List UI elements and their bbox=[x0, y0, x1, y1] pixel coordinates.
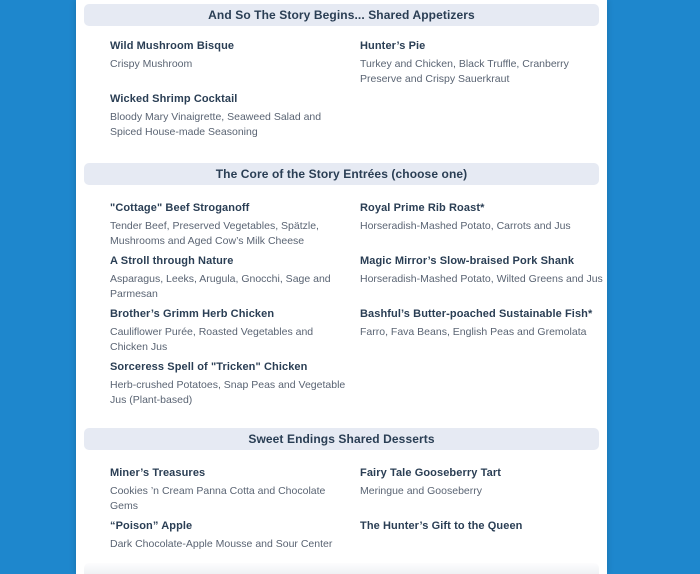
menu-item bbox=[360, 201, 605, 254]
menu-item-description: Horseradish-Mashed Potato, Wilted Greens and Jus bbox=[360, 273, 603, 285]
menu-item bbox=[360, 254, 605, 307]
menu-item-name: Royal Prime Rib Roast* bbox=[360, 202, 485, 214]
section-title-entrees: The Core of the Story Entrées (choose one) bbox=[215, 167, 468, 181]
partial-section-header bbox=[84, 563, 599, 574]
desserts-column-right bbox=[360, 466, 605, 572]
menu-item-name: “Poison” Apple bbox=[110, 520, 193, 532]
entrees-column-left bbox=[110, 201, 352, 413]
menu-item bbox=[360, 466, 605, 519]
menu-item bbox=[110, 92, 352, 145]
section-desserts-content bbox=[110, 466, 607, 572]
menu-item-description: Crispy Mushroom bbox=[110, 58, 193, 70]
entrees-column-right bbox=[360, 201, 605, 413]
menu-item-description: Turkey and Chicken, Black Truffle, Cranberry Preserve and Crispy Sauerkraut bbox=[360, 58, 569, 85]
menu-item-name: Brother’s Grimm Herb Chicken bbox=[110, 308, 275, 320]
menu-item-name: Magic Mirror’s Slow-braised Pork Shank bbox=[360, 255, 575, 267]
menu-item-description: Cookies ’n Cream Panna Cotta and Chocolate Gems bbox=[110, 485, 326, 512]
menu-item-description: Herb-crushed Potatoes, Snap Peas and Vegetable Jus (Plant-based) bbox=[110, 379, 346, 406]
menu-item-name: Fairy Tale Gooseberry Tart bbox=[360, 467, 501, 479]
menu-item bbox=[110, 39, 352, 92]
menu-item-name: Hunter’s Pie bbox=[360, 40, 426, 52]
menu-item bbox=[110, 466, 352, 519]
menu-item-name: Sorceress Spell of "Tricken" Chicken bbox=[110, 361, 308, 373]
section-entrees-content bbox=[110, 201, 607, 413]
menu-item-name: Bashful’s Butter-poached Sustainable Fish* bbox=[360, 308, 593, 320]
appetizers-column-left bbox=[110, 39, 352, 145]
desserts-column-left bbox=[110, 466, 352, 572]
section-appetizers-content bbox=[110, 39, 607, 145]
menu-item-description: Bloody Mary Vinaigrette, Seaweed Salad and Spiced House-made Seasoning bbox=[110, 111, 322, 138]
menu-item-description: Asparagus, Leeks, Arugula, Gnocchi, Sage and Parmesan bbox=[110, 273, 331, 300]
menu-item-description: Cauliflower Purée, Roasted Vegetables and Chicken Jus bbox=[110, 326, 314, 353]
menu-item-name: The Hunter’s Gift to the Queen bbox=[360, 520, 523, 532]
menu-item bbox=[110, 307, 352, 360]
section-header-appetizers bbox=[84, 4, 599, 26]
appetizers-column-right bbox=[360, 39, 605, 145]
menu-item-name: Miner’s Treasures bbox=[110, 467, 206, 479]
menu-item-name: Wicked Shrimp Cocktail bbox=[110, 93, 238, 105]
section-title-appetizers: And So The Story Begins... Shared Appetizers bbox=[208, 8, 475, 22]
menu-item-description: Farro, Fava Beans, English Peas and Gremolata bbox=[360, 326, 587, 338]
menu-item-description: Tender Beef, Preserved Vegetables, Spätzle, Mushrooms and Aged Cow’s Milk Cheese bbox=[110, 220, 319, 247]
menu-item bbox=[110, 360, 352, 413]
menu-item-description: Dark Chocolate-Apple Mousse and Sour Center bbox=[110, 538, 333, 550]
menu-item-name: "Cottage" Beef Stroganoff bbox=[110, 202, 250, 214]
section-header-entrees bbox=[84, 163, 599, 185]
section-header-desserts bbox=[84, 428, 599, 450]
menu-item-name: A Stroll through Nature bbox=[110, 255, 234, 267]
menu-item-description: Horseradish-Mashed Potato, Carrots and Jus bbox=[360, 220, 571, 232]
menu-item bbox=[360, 39, 605, 92]
menu-item-name: Wild Mushroom Bisque bbox=[110, 40, 235, 52]
menu-item bbox=[360, 307, 605, 360]
menu-card bbox=[76, 0, 607, 574]
menu-item bbox=[110, 201, 352, 254]
menu-item bbox=[110, 254, 352, 307]
menu-item-description: Meringue and Gooseberry bbox=[360, 485, 482, 497]
section-title-desserts: Sweet Endings Shared Desserts bbox=[248, 432, 435, 446]
